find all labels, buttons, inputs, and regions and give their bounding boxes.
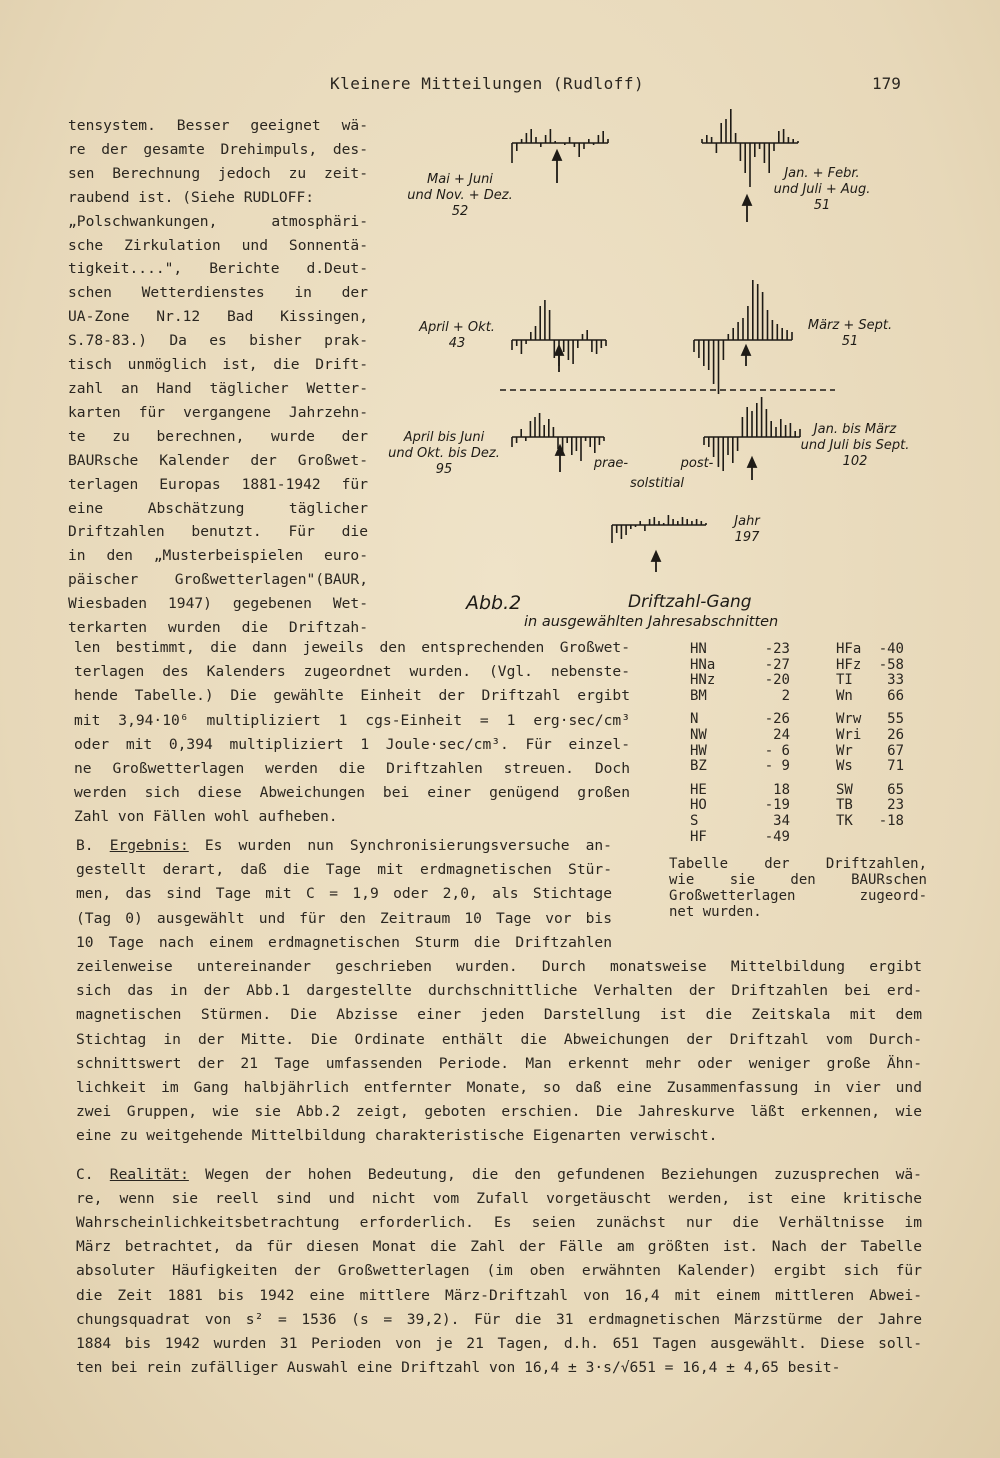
sections-b-c [76, 834, 922, 1380]
text-line: eine zu weitgehende Mittelbildung charakteristische Eigenarten verwischt. [76, 1127, 718, 1145]
text-line: „Polschwankungen, atmosphäri- [68, 212, 368, 230]
label-maerz-sept: März + Sept. 51 [807, 318, 893, 349]
section-b-first-text: Es wurden nun Synchronisierungsversuche an- [204, 837, 612, 854]
text-line: absoluter Häufigkeiten der Großwetterlagen (im oben erwähnten Kalender) ergibt sich für [76, 1262, 922, 1280]
table-row [690, 814, 904, 830]
table-cell: 66 [887, 687, 904, 704]
table-cell: - 6 [764, 742, 790, 759]
table-cell: HN [690, 641, 707, 657]
text-line: tigkeit....", Berichte d.Deut- [68, 260, 368, 278]
text-line: BAURsche Kalender der Großwet- [68, 451, 368, 469]
text-line: len bestimmt, die dann jeweils den entsprechenden Großwet- [74, 639, 630, 656]
label-jahr: Jahr 197 [734, 514, 760, 545]
label-jan-febr: Jan. + Febr. und Juli + Aug. 51 [773, 166, 871, 213]
table-cell: - 9 [764, 758, 790, 775]
table-cell: SW [836, 781, 853, 798]
bar-stems [612, 515, 706, 543]
table-row [690, 798, 904, 814]
table-cell: Wr [836, 742, 853, 759]
stichtag-arrow [743, 196, 751, 222]
text-line: re der gesamte Drehimpuls, des- [68, 140, 368, 158]
table-cell: HFa [836, 641, 862, 657]
table-row [690, 744, 904, 760]
table-cell: TB [836, 797, 853, 814]
text-line: men, das sind Tage mit C = 1,9 oder 2,0, als Stichtage [76, 885, 612, 903]
text-line: Zahl von Fällen wohl aufheben. [74, 808, 338, 826]
text-line: chungsquadrat von s² = 1536 (s = 39,2). Für die 31 erdmagnetischen Märzstürme der Jahre [76, 1310, 922, 1328]
table-cell: 23 [887, 797, 904, 814]
text-line: lichkeit im Gang halbjährlich entfernter Monate, so daß eine Zusammenfassung in vier und [76, 1079, 922, 1097]
table-cell: 26 [887, 726, 904, 743]
text-line: magnetischen Stürmen. Die Abzisse einer jeden Darstellung ist die Zeitskala mit dem [76, 1006, 922, 1024]
table-cell: 65 [887, 781, 904, 798]
table-cell: BM [690, 687, 707, 704]
text-line: ne Großwetterlagen werden die Driftzahlen streuen. Doch [74, 760, 630, 778]
label-jan-maerz: Jan. bis März und Juli bis Sept. 102 [800, 422, 910, 469]
section-c [76, 1163, 922, 1381]
text-line: sche Zirkulation und Sonnentä- [68, 236, 368, 254]
text-line: S.78-83.) Da es bisher prak- [68, 332, 368, 350]
arrow-head [743, 196, 751, 205]
table-cell: -49 [764, 828, 790, 845]
text-line: sich das in der Abb.1 dargestellte durchschnittliche Verhalten der Driftzahlen bei erd- [76, 982, 922, 1000]
text-line: zwei Gruppen, wie sie Abb.2 zeigt, geboten erschien. Die Jahreskurve läßt erkennen, wie [76, 1103, 922, 1121]
text-line: eine Abschätzung täglicher [68, 499, 368, 517]
arrow-head [553, 151, 561, 160]
text-line: oder mit 0,394 multipliziert 1 Joule·sec/cm³. Für einzel- [74, 735, 630, 753]
table-cell: -18 [878, 812, 904, 829]
table-cell: 18 [773, 781, 790, 798]
page-number: 179 [872, 74, 901, 93]
bar-graph [612, 515, 706, 543]
caption-line: Tabelle der Driftzahlen, [669, 856, 927, 872]
table-cell: HO [690, 797, 707, 814]
text-line: karten für vergangene Jahrzehn- [68, 403, 368, 421]
text-line: schen Wetterdienstes in der [68, 284, 368, 302]
table-cell: 24 [773, 726, 790, 743]
text-line: Driftzahlen benutzt. Für die [68, 523, 368, 541]
table-cell: NW [690, 726, 707, 743]
caption-line: wie sie den BAURschen [669, 872, 927, 888]
table-gap [690, 704, 904, 712]
section-b-first-line [76, 834, 612, 858]
table-cell: HE [690, 781, 707, 798]
stichtag-arrow [553, 151, 561, 183]
table-cell: 34 [773, 812, 790, 829]
stichtag-arrow [555, 346, 563, 372]
table-row [690, 689, 904, 705]
table-cell: N [690, 711, 699, 728]
text-line: schnittswert der 21 Tage umfassenden Periode. Man erkennt mehr oder weniger große Ähn- [76, 1054, 922, 1072]
table-cell: TI [836, 672, 853, 689]
table-row [690, 728, 904, 744]
caption-line: Großwetterlagen zugeord- [669, 888, 927, 904]
stichtag-arrow [748, 458, 756, 480]
section-b-heading: Ergebnis: [109, 837, 189, 854]
table-cell: BZ [690, 758, 707, 775]
text-line: werden sich diese Abweichungen bei einer genügend großen [74, 784, 630, 802]
label-prae: prae- [593, 456, 629, 471]
table-cell: 67 [887, 742, 904, 759]
arrow-head [652, 552, 660, 561]
section-c-first-text: Wegen der hohen Bedeutung, die den gefundenen Beziehungen zuzusprechen wä- [205, 1165, 922, 1183]
caption-line: net wurden. [669, 904, 762, 920]
table-row [690, 642, 904, 658]
arrow-head [742, 346, 750, 355]
table-cell: Wri [836, 726, 862, 743]
text-line: re, wenn sie reell sind und nicht vom Zufall vorgetäuscht werden, ist eine kritische [76, 1189, 922, 1207]
full-paragraph [74, 636, 630, 830]
text-line: tisch unmöglich ist, die Drift- [68, 356, 368, 374]
arrow-head [748, 458, 756, 467]
text-line: UA-Zone Nr.12 Bad Kissingen, [68, 308, 368, 326]
table-cell: -20 [764, 672, 790, 689]
table-cell: HNz [690, 672, 716, 689]
label-mai-juni: Mai + Juni und Nov. + Dez. 52 [407, 172, 513, 219]
text-line: tensystem. Besser geeignet wä- [68, 117, 368, 134]
table-cell: -58 [878, 656, 904, 673]
text-line: gestellt derart, daß die Tage mit erdmagnetischen Stür- [76, 861, 612, 879]
text-line: zeilenweise untereinander geschrieben wurden. Durch monatsweise Mittelbildung ergibt [76, 958, 922, 976]
label-april-okt: April + Okt. 43 [419, 320, 495, 351]
table-cell: HW [690, 742, 707, 759]
table-cell: Ws [836, 758, 853, 775]
section-b-label: B. [76, 837, 94, 854]
table-cell: -27 [764, 656, 790, 673]
text-line: terlagen Europas 1881-1942 für [68, 475, 368, 493]
section-b [76, 834, 922, 1149]
text-line: in den „Musterbeispielen euro- [68, 547, 368, 565]
table-cell: HFz [836, 656, 862, 673]
table-cell: -26 [764, 711, 790, 728]
section-c-label: C. [76, 1165, 94, 1183]
text-line: ten bei rein zufälliger Auswahl eine Driftzahl von 16,4 ± 3·s/√651 = 16,4 ± 4,65 besit- [76, 1359, 841, 1377]
text-line: sen Berechnung jedoch zu zeit- [68, 164, 368, 182]
text-line: die Zeit 1881 bis 1942 eine mittlere März-Driftzahl von 16,4 mit einem mittleren Abwei- [76, 1286, 922, 1304]
text-line: Wahrscheinlichkeitsbetrachtung erforderlich. Es seien zunächst nur die Verhältnisse im [76, 1214, 922, 1232]
text-line: päischer Großwetterlagen"(BAUR, [68, 571, 368, 589]
label-april-juni: April bis Juni und Okt. bis Dez. 95 [388, 430, 500, 477]
text-line: Stichtag in der Mitte. Die Ordinate enthält die Abweichungen der Driftzahl vom Durch- [76, 1030, 922, 1048]
text-line: 1884 bis 1942 wurden 31 Perioden von je 21 Tagen, d.h. 651 Tagen ausgewählt. Diese soll- [76, 1335, 922, 1353]
table-gap [690, 775, 904, 783]
table-cell: -19 [764, 797, 790, 814]
text-line: (Tag 0) ausgewählt und für den Zeitraum 10 Tage vor bis [76, 909, 612, 927]
text-line: raubend ist. (Siehe RUDLOFF: [68, 188, 315, 206]
table-cell: -23 [764, 641, 790, 657]
text-line: terkarten wurden die Driftzah- [68, 619, 368, 637]
text-line: mit 3,94·10⁶ multipliziert 1 cgs-Einheit = 1 erg·sec/cm³ [74, 711, 630, 729]
figure-title: Abb.2 [466, 592, 522, 614]
section-c-heading: Realität: [109, 1165, 189, 1183]
arrow-head [555, 346, 563, 355]
table-cell: HF [690, 828, 707, 845]
label-solstitial: solstitial [629, 476, 685, 491]
figure-subtitle: Driftzahl-Gang [628, 592, 752, 612]
table-cell: S [690, 812, 699, 829]
text-line: terlagen des Kalenders zugeordnet wurden. (Vgl. nebenste- [74, 663, 630, 681]
text-line: 10 Tage nach einem erdmagnetischen Sturm die Driftzahlen [76, 933, 612, 951]
text-line: zahl an Hand täglicher Wetter- [68, 379, 368, 397]
table-cell: Wrw [836, 711, 862, 728]
table-cell: 55 [887, 711, 904, 728]
figure-caption: in ausgewählten Jahresabschnitten [524, 614, 779, 630]
text-line: Wiesbaden 1947) gegebenen Wet- [68, 595, 368, 613]
table-row [690, 673, 904, 689]
table-cell: 71 [887, 758, 904, 775]
text-line: hende Tabelle.) Die gewählte Einheit der Driftzahl ergibt [74, 687, 630, 705]
bar-stems [694, 280, 792, 394]
stichtag-arrow [742, 346, 750, 366]
text-line: te zu berechnen, wurde der [68, 427, 368, 445]
table-row [690, 759, 904, 775]
stichtag-arrow [652, 552, 660, 572]
table-row [690, 712, 904, 728]
table-cell: 33 [887, 672, 904, 689]
driftzahl-table [690, 642, 904, 845]
section-c-first-line [76, 1163, 922, 1187]
running-header: Kleinere Mitteilungen (Rudloff) [330, 74, 645, 93]
table-cell: HNa [690, 656, 716, 673]
bar-graph [694, 280, 792, 394]
table-cell: TK [836, 812, 853, 829]
label-post: post- [680, 456, 714, 471]
table-row [690, 658, 904, 674]
table-row [690, 783, 904, 799]
text-line: März betrachtet, da für diesen Monat die Zahl der Fälle am größten ist. Nach der Tabelle [76, 1238, 922, 1256]
table-cell: -40 [878, 641, 904, 657]
table-cell: 2 [781, 687, 790, 704]
table-cell: Wn [836, 687, 853, 704]
